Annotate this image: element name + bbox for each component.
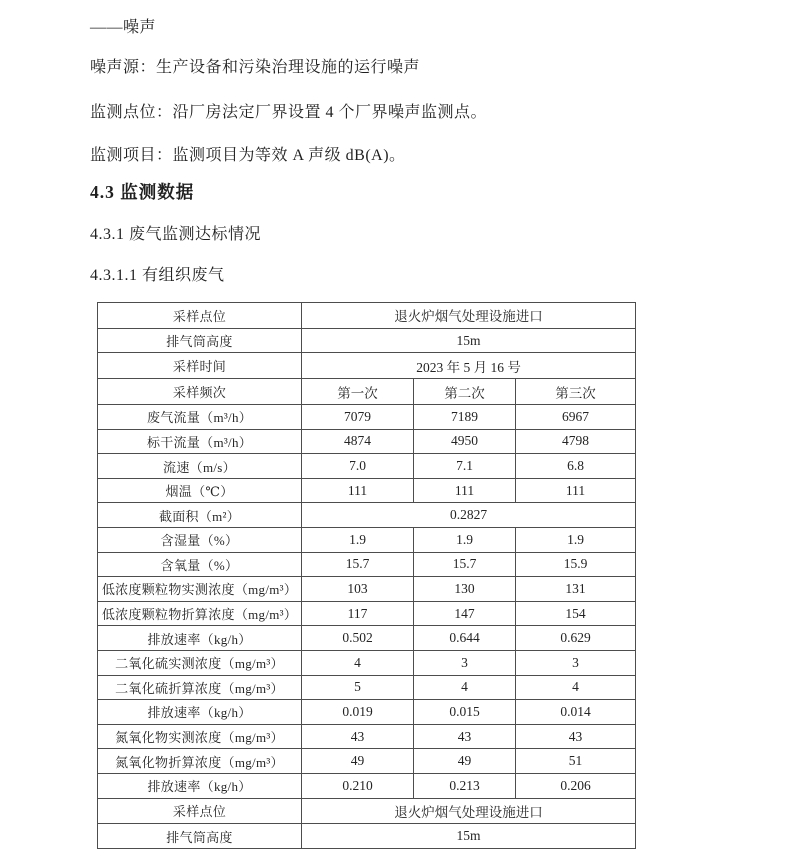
row-label-cell: 二氧化硫折算浓度（mg/m³） <box>98 675 302 700</box>
table-row <box>98 798 636 824</box>
row-value-cell: 3 <box>414 650 516 675</box>
row-value-cell: 15.9 <box>516 552 636 577</box>
row-value-cell: 6967 <box>516 405 636 430</box>
row-value-cell: 51 <box>516 749 636 774</box>
table-row <box>98 700 636 725</box>
row-value-cell: 1.9 <box>302 528 414 553</box>
row-span-cell: 15m <box>302 824 636 849</box>
table-row <box>98 773 636 798</box>
row-span-cell: 2023 年 5 月 16 号 <box>302 353 636 379</box>
row-value-cell: 3 <box>516 650 636 675</box>
row-value-cell: 7.0 <box>302 454 414 479</box>
row-value-cell: 117 <box>302 601 414 626</box>
row-value-cell: 0.206 <box>516 773 636 798</box>
row-label-cell: 低浓度颗粒物折算浓度（mg/m³） <box>98 601 302 626</box>
section-heading-4-3-1-1: 4.3.1.1 有组织废气 <box>90 267 225 284</box>
row-value-cell: 4 <box>516 675 636 700</box>
row-value-cell: 5 <box>302 675 414 700</box>
row-value-cell: 0.629 <box>516 626 636 651</box>
row-label-cell: 废气流量（m³/h） <box>98 405 302 430</box>
row-value-cell: 4 <box>302 650 414 675</box>
row-value-cell: 43 <box>516 724 636 749</box>
row-value-cell: 7079 <box>302 405 414 430</box>
row-span-cell: 退火炉烟气处理设施进口 <box>302 798 636 824</box>
row-label-cell: 排放速率（kg/h） <box>98 773 302 798</box>
monitoring-data-table <box>97 302 636 849</box>
row-value-cell: 0.019 <box>302 700 414 725</box>
table-row <box>98 353 636 379</box>
table-row <box>98 478 636 503</box>
section-heading-4-3: 4.3 监测数据 <box>90 182 195 202</box>
row-value-cell: 0.014 <box>516 700 636 725</box>
row-value-cell: 130 <box>414 577 516 602</box>
table-row <box>98 724 636 749</box>
row-value-cell: 154 <box>516 601 636 626</box>
row-label-cell: 截面积（m²） <box>98 503 302 528</box>
row-value-cell: 1.9 <box>414 528 516 553</box>
row-label-cell: 排放速率（kg/h） <box>98 700 302 725</box>
table-row <box>98 454 636 479</box>
row-label-cell: 采样点位 <box>98 303 302 329</box>
row-value-cell: 0.213 <box>414 773 516 798</box>
row-value-cell: 0.015 <box>414 700 516 725</box>
row-label-cell: 采样点位 <box>98 798 302 824</box>
table-row <box>98 429 636 454</box>
row-value-cell: 103 <box>302 577 414 602</box>
row-label-cell: 含湿量（%） <box>98 528 302 553</box>
row-label-cell: 氮氧化物实测浓度（mg/m³） <box>98 724 302 749</box>
noise-source-line: 噪声源：生产设备和污染治理设施的运行噪声 <box>90 59 421 76</box>
row-value-cell: 49 <box>414 749 516 774</box>
row-label-cell: 采样时间 <box>98 353 302 379</box>
row-value-cell: 111 <box>302 478 414 503</box>
table-row <box>98 503 636 528</box>
table-row <box>98 650 636 675</box>
monitor-item-line: 监测项目：监测项目为等效 A 声级 dB(A)。 <box>90 147 406 164</box>
row-label-cell: 流速（m/s） <box>98 454 302 479</box>
row-value-cell: 第三次 <box>516 379 636 405</box>
row-label-cell: 标干流量（m³/h） <box>98 429 302 454</box>
table-row <box>98 379 636 405</box>
monitor-point-line: 监测点位：沿厂房法定厂界设置 4 个厂界噪声监测点。 <box>90 104 488 121</box>
table-row <box>98 626 636 651</box>
table-row <box>98 824 636 849</box>
row-value-cell: 43 <box>302 724 414 749</box>
table-row <box>98 405 636 430</box>
row-value-cell: 4950 <box>414 429 516 454</box>
row-value-cell: 第一次 <box>302 379 414 405</box>
row-value-cell: 131 <box>516 577 636 602</box>
table-row <box>98 675 636 700</box>
row-value-cell: 1.9 <box>516 528 636 553</box>
row-value-cell: 第二次 <box>414 379 516 405</box>
row-value-cell: 4 <box>414 675 516 700</box>
row-label-cell: 含氧量（%） <box>98 552 302 577</box>
row-value-cell: 0.502 <box>302 626 414 651</box>
row-value-cell: 7.1 <box>414 454 516 479</box>
dash-heading-noise: ——噪声 <box>90 19 157 36</box>
table-row <box>98 528 636 553</box>
row-label-cell: 排气筒高度 <box>98 824 302 849</box>
row-value-cell: 6.8 <box>516 454 636 479</box>
table-row <box>98 303 636 329</box>
row-label-cell: 烟温（℃） <box>98 478 302 503</box>
table-row <box>98 601 636 626</box>
row-value-cell: 0.210 <box>302 773 414 798</box>
row-value-cell: 43 <box>414 724 516 749</box>
row-value-cell: 4798 <box>516 429 636 454</box>
table-row <box>98 749 636 774</box>
row-value-cell: 147 <box>414 601 516 626</box>
row-value-cell: 15.7 <box>302 552 414 577</box>
row-label-cell: 低浓度颗粒物实测浓度（mg/m³） <box>98 577 302 602</box>
row-value-cell: 111 <box>516 478 636 503</box>
table-row <box>98 577 636 602</box>
row-label-cell: 排气筒高度 <box>98 328 302 353</box>
row-span-cell: 15m <box>302 328 636 353</box>
row-value-cell: 111 <box>414 478 516 503</box>
row-span-cell: 0.2827 <box>302 503 636 528</box>
row-label-cell: 排放速率（kg/h） <box>98 626 302 651</box>
table-row <box>98 552 636 577</box>
row-value-cell: 49 <box>302 749 414 774</box>
row-value-cell: 7189 <box>414 405 516 430</box>
row-label-cell: 二氧化硫实测浓度（mg/m³） <box>98 650 302 675</box>
row-label-cell: 采样频次 <box>98 379 302 405</box>
table-row <box>98 328 636 353</box>
section-heading-4-3-1: 4.3.1 废气监测达标情况 <box>90 226 262 243</box>
row-value-cell: 0.644 <box>414 626 516 651</box>
row-value-cell: 15.7 <box>414 552 516 577</box>
row-span-cell: 退火炉烟气处理设施进口 <box>302 303 636 329</box>
row-label-cell: 氮氧化物折算浓度（mg/m³） <box>98 749 302 774</box>
row-value-cell: 4874 <box>302 429 414 454</box>
